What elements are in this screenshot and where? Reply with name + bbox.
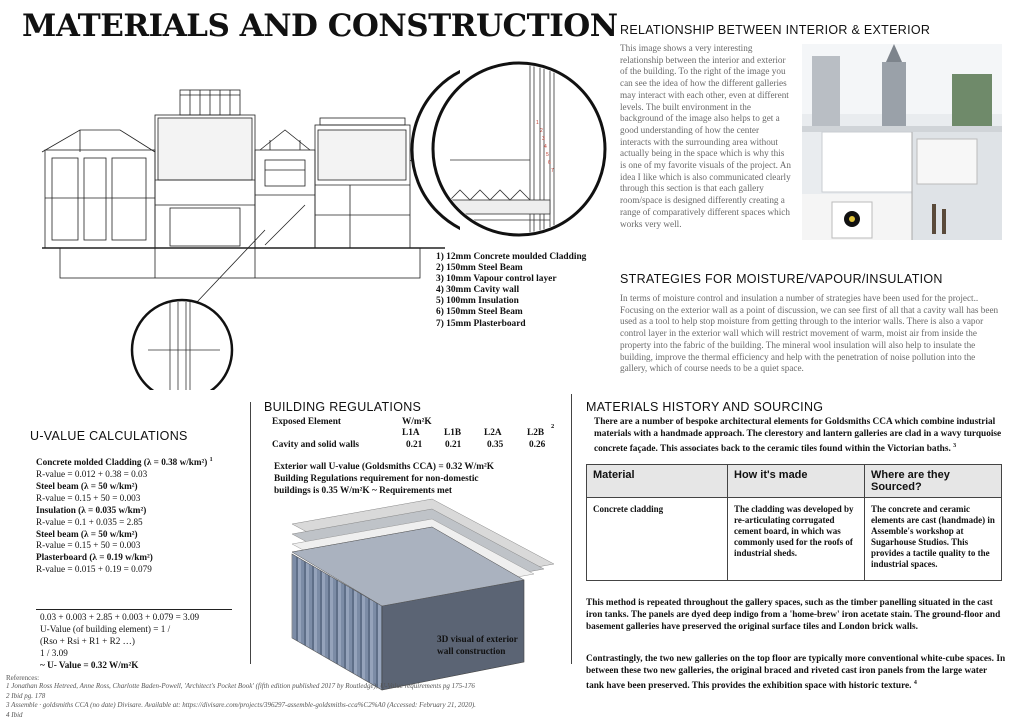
uvalue-sum [40, 612, 199, 672]
history-intro [594, 417, 1006, 455]
uvalue-heading: U-VALUE CALCULATIONS [30, 429, 188, 443]
uvalue-line: R-value = 0.15 + 50 = 0.003 [36, 540, 141, 551]
uvalue-result: ~ U- Value = 0.32 W/m²K [40, 659, 139, 670]
relationship-heading: RELATIONSHIP BETWEEN INTERIOR & EXTERIOR [620, 23, 931, 37]
uvalue-line: R-value = 0.012 + 0.38 = 0.03 [36, 468, 148, 479]
wall-3d-visual [282, 494, 564, 694]
table-header: Material [587, 465, 728, 498]
history-para2-text: Contrastingly, the two new galleries on the top floor are typically more conventional white-cube spaces. In between these two new galleries, the original braced and riveted cast iron panels from the large water tank have been preserved. This provides the exhibition space with historic texture. [586, 654, 1006, 691]
uvalue-line: R-value = 0.015 + 0.19 = 0.079 [36, 564, 152, 575]
reference-item: 1 Jonathan Ross Hetreed, Anne Ross, Charlotte Baden-Powell, 'Architect's Pocket Book' (fifth edition published 2017 by Routledge); U-Value requirements pg 175-176 [6, 682, 475, 690]
reg-value: 0.26 [529, 440, 546, 450]
table-cell: The cladding was developed by re-articulating corrugated cement board, in which was commonly used for the roofs of industrial sheds. [728, 498, 865, 581]
reg-unit: W/m²K [402, 417, 432, 427]
table-cell: The concrete and ceramic elements are cast (handmade) in Assemble's workshop at Sugarhouse Studios. This provides a tactile quality to the industrial spaces. [865, 498, 1002, 581]
footnote-mark: 1 [209, 457, 213, 463]
history-para1: This method is repeated throughout the gallery spaces, such as the timber panelling situated in the cast iron tanks. The panels are dyed deep indigo from a 'home-brew' iron acetate stain. The ground-floor and basement galleries have preserved the original surface tiles and London brick walls. [586, 598, 1001, 632]
svg-text:3: 3 [542, 136, 545, 142]
uvalue-material-line [36, 455, 213, 469]
table-cell: Concrete cladding [587, 498, 728, 581]
wall-layer-item: 2) 150mm Steel Beam [436, 263, 523, 274]
wall-layer-item: 5) 100mm Insulation [436, 296, 519, 307]
relationship-text: This image shows a very interesting relationship between the interior and exterior of the building. To the right of the image you can see the idea of how the different galleries may interact with each other, even at different levels. The built environment in the background of the image also helps to get a good understanding of how the center interacts with the surrounding area without actually being in the space which is why this is one of my favorite visuals of the project. An idea I like which is also communicated clearly through this section is that each gallery room/space is designed differently creating a range of comparatively different spaces which works very well. [620, 43, 791, 229]
svg-text:2: 2 [540, 128, 543, 134]
wall-detail-drawing [430, 60, 608, 238]
reg-value: 0.21 [406, 440, 423, 450]
reference-item: 4 Ibid [6, 710, 23, 719]
reg-note-line: Building Regulations requirement for non-domestic [274, 473, 479, 484]
references [6, 674, 476, 720]
uvalue-line: R-value = 0.15 + 50 = 0.003 [36, 492, 141, 503]
uvalue-lines [36, 447, 213, 576]
detail-callout-lower [132, 300, 232, 390]
column-divider [571, 394, 572, 664]
reference-item: 2 Ibid pg. 178 [6, 691, 46, 700]
svg-text:7: 7 [551, 168, 554, 174]
wall-visual-caption: 3D visual of exterior wall construction [437, 635, 518, 657]
uvalue-line: Concrete molded Cladding (λ = 0.38 w/km²) [36, 457, 208, 468]
reg-col: L1B [444, 428, 462, 438]
history-intro-text: There are a number of bespoke architectural elements for Goldsmiths CCA which combine industrial materials with a handmade approach. The clerestory and lantern galleries are clad in a wavy turquoise concrete façade. This associates back to the ceramic tiles found within the Victorian baths. [594, 417, 1002, 454]
page-title: MATERIALS AND CONSTRUCTION [22, 8, 618, 44]
building-section-drawing [20, 30, 460, 390]
footnote-mark: 4 [913, 679, 917, 686]
reg-value: 0.21 [445, 440, 462, 450]
wall-layer-item: 4) 30mm Cavity wall [436, 285, 520, 296]
gallery-render-image [802, 44, 1002, 240]
uvalue-sum-line: (Rso + Rsi + R1 + R2 …) [40, 635, 135, 646]
wall-layer-item: 7) 15mm Plasterboard [436, 318, 526, 329]
wall-layers-legend [436, 252, 586, 330]
wall-layer-item: 6) 150mm Steel Beam [436, 307, 523, 318]
svg-text:6: 6 [548, 160, 551, 166]
wall-layer-item: 1) 12mm Concrete moulded Cladding [436, 252, 587, 262]
uvalue-line: R-value = 0.1 + 0.035 = 2.85 [36, 516, 143, 527]
reg-value: 0.35 [487, 440, 504, 450]
table-row [587, 498, 1002, 581]
reg-col: L1A [402, 428, 420, 438]
uvalue-sum-line: 0.03 + 0.003 + 2.85 + 0.003 + 0.079 = 3.09 [40, 612, 200, 622]
column-divider [250, 402, 251, 664]
uvalue-sum-line: U-Value (of building element) = 1 / [40, 623, 171, 634]
regulations-note [274, 462, 494, 497]
wall-layer-item: 3) 10mm Vapour control layer [436, 274, 557, 285]
reg-row-label: Cavity and solid walls [272, 440, 360, 450]
uvalue-line: Insulation (λ = 0.035 w/km²) [36, 504, 147, 515]
svg-text:1: 1 [536, 120, 539, 126]
table-header: How it's made [728, 465, 865, 498]
regulations-heading: BUILDING REGULATIONS [264, 400, 422, 414]
svg-text:5: 5 [546, 152, 549, 158]
reg-col-element: Exposed Element [272, 417, 341, 427]
uvalue-line: Steel beam (λ = 50 w/km²) [36, 480, 138, 491]
reg-note-line: buildings is 0.35 W/m²K ~ Requirements met [274, 485, 452, 496]
uvalue-line: Plasterboard (λ = 0.19 w/km²) [36, 552, 153, 563]
materials-table [586, 464, 1002, 581]
table-header: Where are they Sourced? [865, 465, 1002, 498]
footnote-mark: 2 [551, 423, 555, 430]
reg-note-line: Exterior wall U-value (Goldsmiths CCA) = 0.32 W/m²K [274, 462, 495, 472]
history-para2 [586, 654, 1006, 692]
moisture-heading: STRATEGIES FOR MOISTURE/VAPOUR/INSULATION [620, 272, 943, 286]
moisture-text: In terms of moisture control and insulation a number of strategies have been used for the project.. Focusing on the exterior wall as a point of discussion, we can see first of all that a cavity wall has been used as a tool to help stop moisture from getting through to the interior walls. There is also a vapor control layer in the exterior wall which will restrict movement of warm, moist air from inside the property into the fabric of the building. The mineral wool insulation will also help to insulate the building, improve the thermal efficiency and help with the penetration of noise pollution into the gallery, which of course needs to be a quiet space. [620, 293, 999, 374]
reg-col: L2B [527, 428, 545, 438]
uvalue-sum-line: 1 / 3.09 [40, 647, 68, 658]
table-header-row [587, 465, 1002, 498]
uvalue-line: Steel beam (λ = 50 w/km²) [36, 528, 138, 539]
reference-item: 3 Assemble · goldsmiths CCA (no date) Divisare. Available at: https://divisare.com/projects/396297-assemble-goldsmiths-cca%C2%A0 (Accessed: February 21, 2020). [6, 701, 476, 710]
uvalue-divider [36, 609, 232, 610]
uvalue-spacer [36, 447, 213, 455]
reg-col: L2A [484, 428, 502, 438]
history-heading: MATERIALS HISTORY AND SOURCING [586, 400, 824, 414]
svg-text:4: 4 [544, 144, 547, 150]
footnote-mark: 3 [953, 442, 957, 449]
references-title: References: [6, 674, 40, 682]
